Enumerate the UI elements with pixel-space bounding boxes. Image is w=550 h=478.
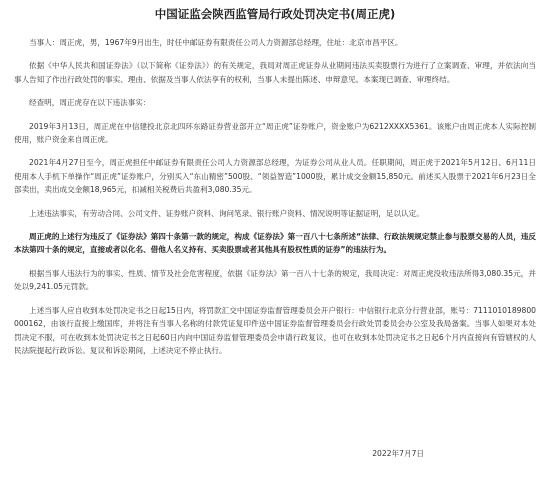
decision-date: 2022年7月7日: [372, 449, 424, 458]
trading-fact-paragraph: 2021年4月27日至今，周正虎担任中邮证券有限责任公司人力资源部总经理，为证券公司从业人员。任职期间，周正虎于2021年5月12日、6月11日使用本人手机下单操作“周正虎”证券账户，分别买入“东山精密”500股、“领益智造”1000股，累计成交金额15,850元。前述买入股票于2021年6月23日全部卖出，卖出成交金额18,965元，扣减相关税费后共盈利3,080.35元。: [14, 158, 536, 195]
party-paragraph: 当事人：周正虎，男，1967年9月出生，时任中邮证券有限责任公司人力资源部总经理，住址：北京市昌平区。: [29, 38, 403, 47]
violation-text: 周正虎的上述行为违反了《证券法》第四十条第一款的规定，构成《证券法》第一百八十七条所述“法律、行政法规规定禁止参与股票交易的人员，违反本法第四十条的规定，直接或者以化名、借他人名义持有、买卖股票或者其他具有股权性质的证券”的违法行为。: [14, 232, 536, 255]
evidence-paragraph: 上述违法事实，有劳动合同、公司文件、证券账户资料、询问笔录、银行账户资料、情况说明等证据证明，足以认定。: [29, 208, 424, 218]
procedure-paragraph: 依据《中华人民共和国证券法》（以下简称《证券法》）的有关规定，我局对周正虎证券从业期间违法买卖股票行为进行了立案调查、审理，并依法向当事人告知了作出行政处罚的事实、理由、依据及当事人依法享有的权利，当事人未提出陈述、申辩意见。本案现已调查、审理终结。: [14, 61, 536, 84]
payment-paragraph: 上述当事人应自收到本处罚决定书之日起15日内，将罚款汇交中国证券监督管理委员会开户银行：中信银行北京分行营业部，账号：7111010189800000162，由该行直接上缴国库，并将注有当事人名称的付款凭证复印件送中国证券监督管理委员会行政处罚委员会办公室及我局备案。当事人如果对本处罚决定不服，可在收到本处罚决定书之日起60日内向中国证券监督管理委员会申请行政复议，也可在收到本处罚决定书之日起6个月内直接向有管辖权的人民法院提起行政诉讼。复议和诉讼期间，上述决定不停止执行。: [14, 305, 536, 355]
violation-paragraph: [14, 230, 536, 257]
document-title: 中国证监会陕西监管局行政处罚决定书(周正虎): [154, 7, 396, 21]
penalty-paragraph: 根据当事人违法行为的事实、性质、情节及社会危害程度，依据《证券法》第一百八十七条的规定，我局决定：对周正虎没收违法所得3,080.35元，并处以9,241.05元罚款。: [14, 268, 536, 292]
findings-intro-paragraph: 经查明，周正虎存在以下违法事实：: [29, 98, 151, 108]
account-fact-paragraph: 2019年3月13日，周正虎在中信建投北京北四环东路证券营业部开立“周正虎”证券账户，资金账户为6212XXXX5361。该账户由周正虎本人实际控制使用，账户资金来自周正虎。: [14, 121, 536, 145]
